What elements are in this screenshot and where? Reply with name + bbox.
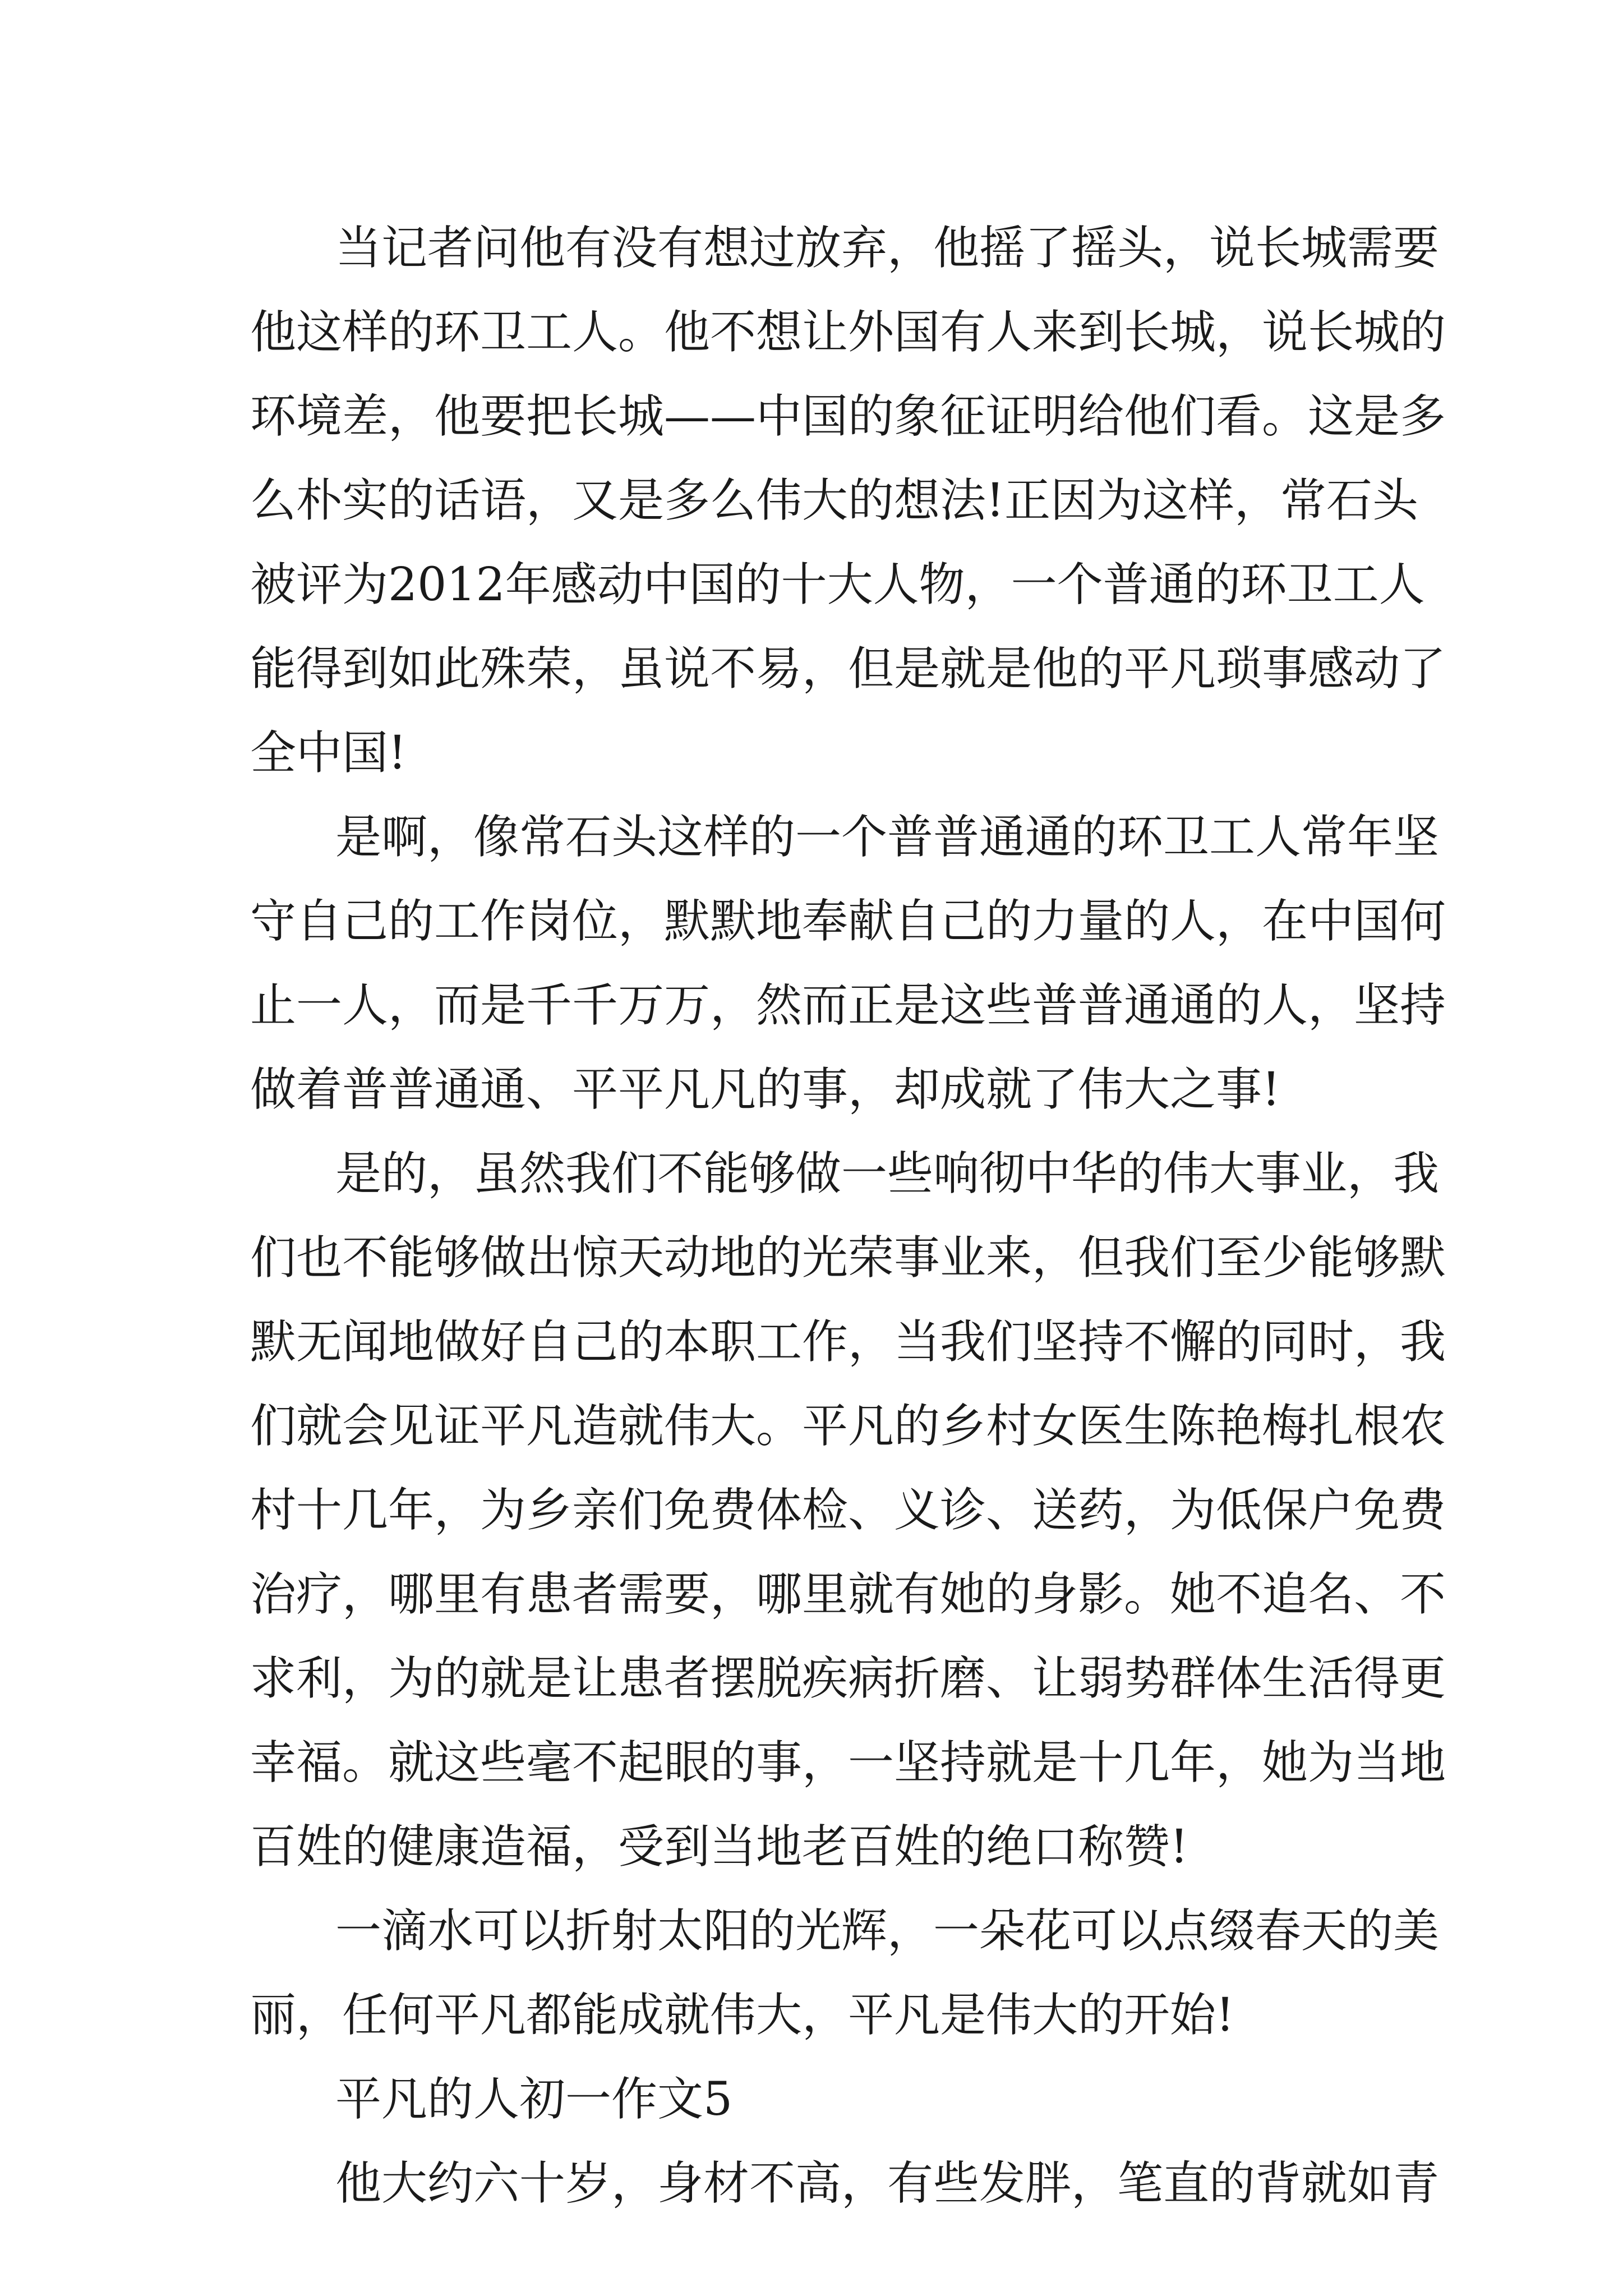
paragraph-line: 是的，虽然我们不能够做一些响彻中华的伟大事业，我 [335,1147,1440,1200]
paragraph-line: 百姓的健康造福，受到当地老百姓的绝口称赞! [250,1820,1188,1874]
paragraph-line: 一滴水可以折射太阳的光辉，一朵花可以点缀春天的美 [335,1904,1440,1958]
paragraph-line: 么朴实的话语，又是多么伟大的想法!正因为这样，常石头 [250,474,1418,527]
paragraph-line: 求利，为的就是让患者摆脱疾病折磨、让弱势群体生活得更 [250,1652,1446,1705]
paragraph-line: 守自己的工作岗位，默默地奉献自己的力量的人，在中国何 [250,895,1446,948]
paragraph-line: 他大约六十岁，身材不高，有些发胖，笔直的背就如青 [335,2157,1440,2210]
paragraph-line: 能得到如此殊荣，虽说不易，但是就是他的平凡琐事感动了 [250,642,1446,696]
paragraph-line: 们就会见证平凡造就伟大。平凡的乡村女医生陈艳梅扎根农 [250,1400,1446,1453]
paragraph-line: 丽，任何平凡都能成就伟大，平凡是伟大的开始! [250,1989,1234,2042]
paragraph-line: 做着普普通通、平平凡凡的事，却成就了伟大之事! [250,1063,1280,1116]
paragraph-line: 他这样的环卫工人。他不想让外国有人来到长城，说长城的 [250,306,1446,359]
paragraph-line: 们也不能够做出惊天动地的光荣事业来，但我们至少能够默 [250,1231,1446,1285]
section-heading: 平凡的人初一作文5 [335,2073,733,2126]
paragraph-line: 幸福。就这些毫不起眼的事，一坚持就是十几年，她为当地 [250,1736,1446,1789]
paragraph-line: 环境差，他要把长城——中国的象征证明给他们看。这是多 [250,390,1446,443]
paragraph-line: 被评为2012年感动中国的十大人物，一个普通的环卫工人 [250,558,1425,611]
paragraph-line: 治疗，哪里有患者需要，哪里就有她的身影。她不追名、不 [250,1568,1446,1621]
paragraph-line: 默无闻地做好自己的本职工作，当我们坚持不懈的同时，我 [250,1315,1446,1369]
paragraph-line: 止一人，而是千千万万，然而正是这些普普通通的人，坚持 [250,979,1446,1032]
paragraph-line: 村十几年，为乡亲们免费体检、义诊、送药，为低保户免费 [250,1484,1446,1537]
paragraph-line: 全中国! [250,726,407,780]
paragraph-line: 是啊，像常石头这样的一个普普通通的环卫工人常年坚 [335,811,1440,864]
paragraph-line: 当记者问他有没有想过放弃，他摇了摇头，说长城需要 [335,222,1440,275]
